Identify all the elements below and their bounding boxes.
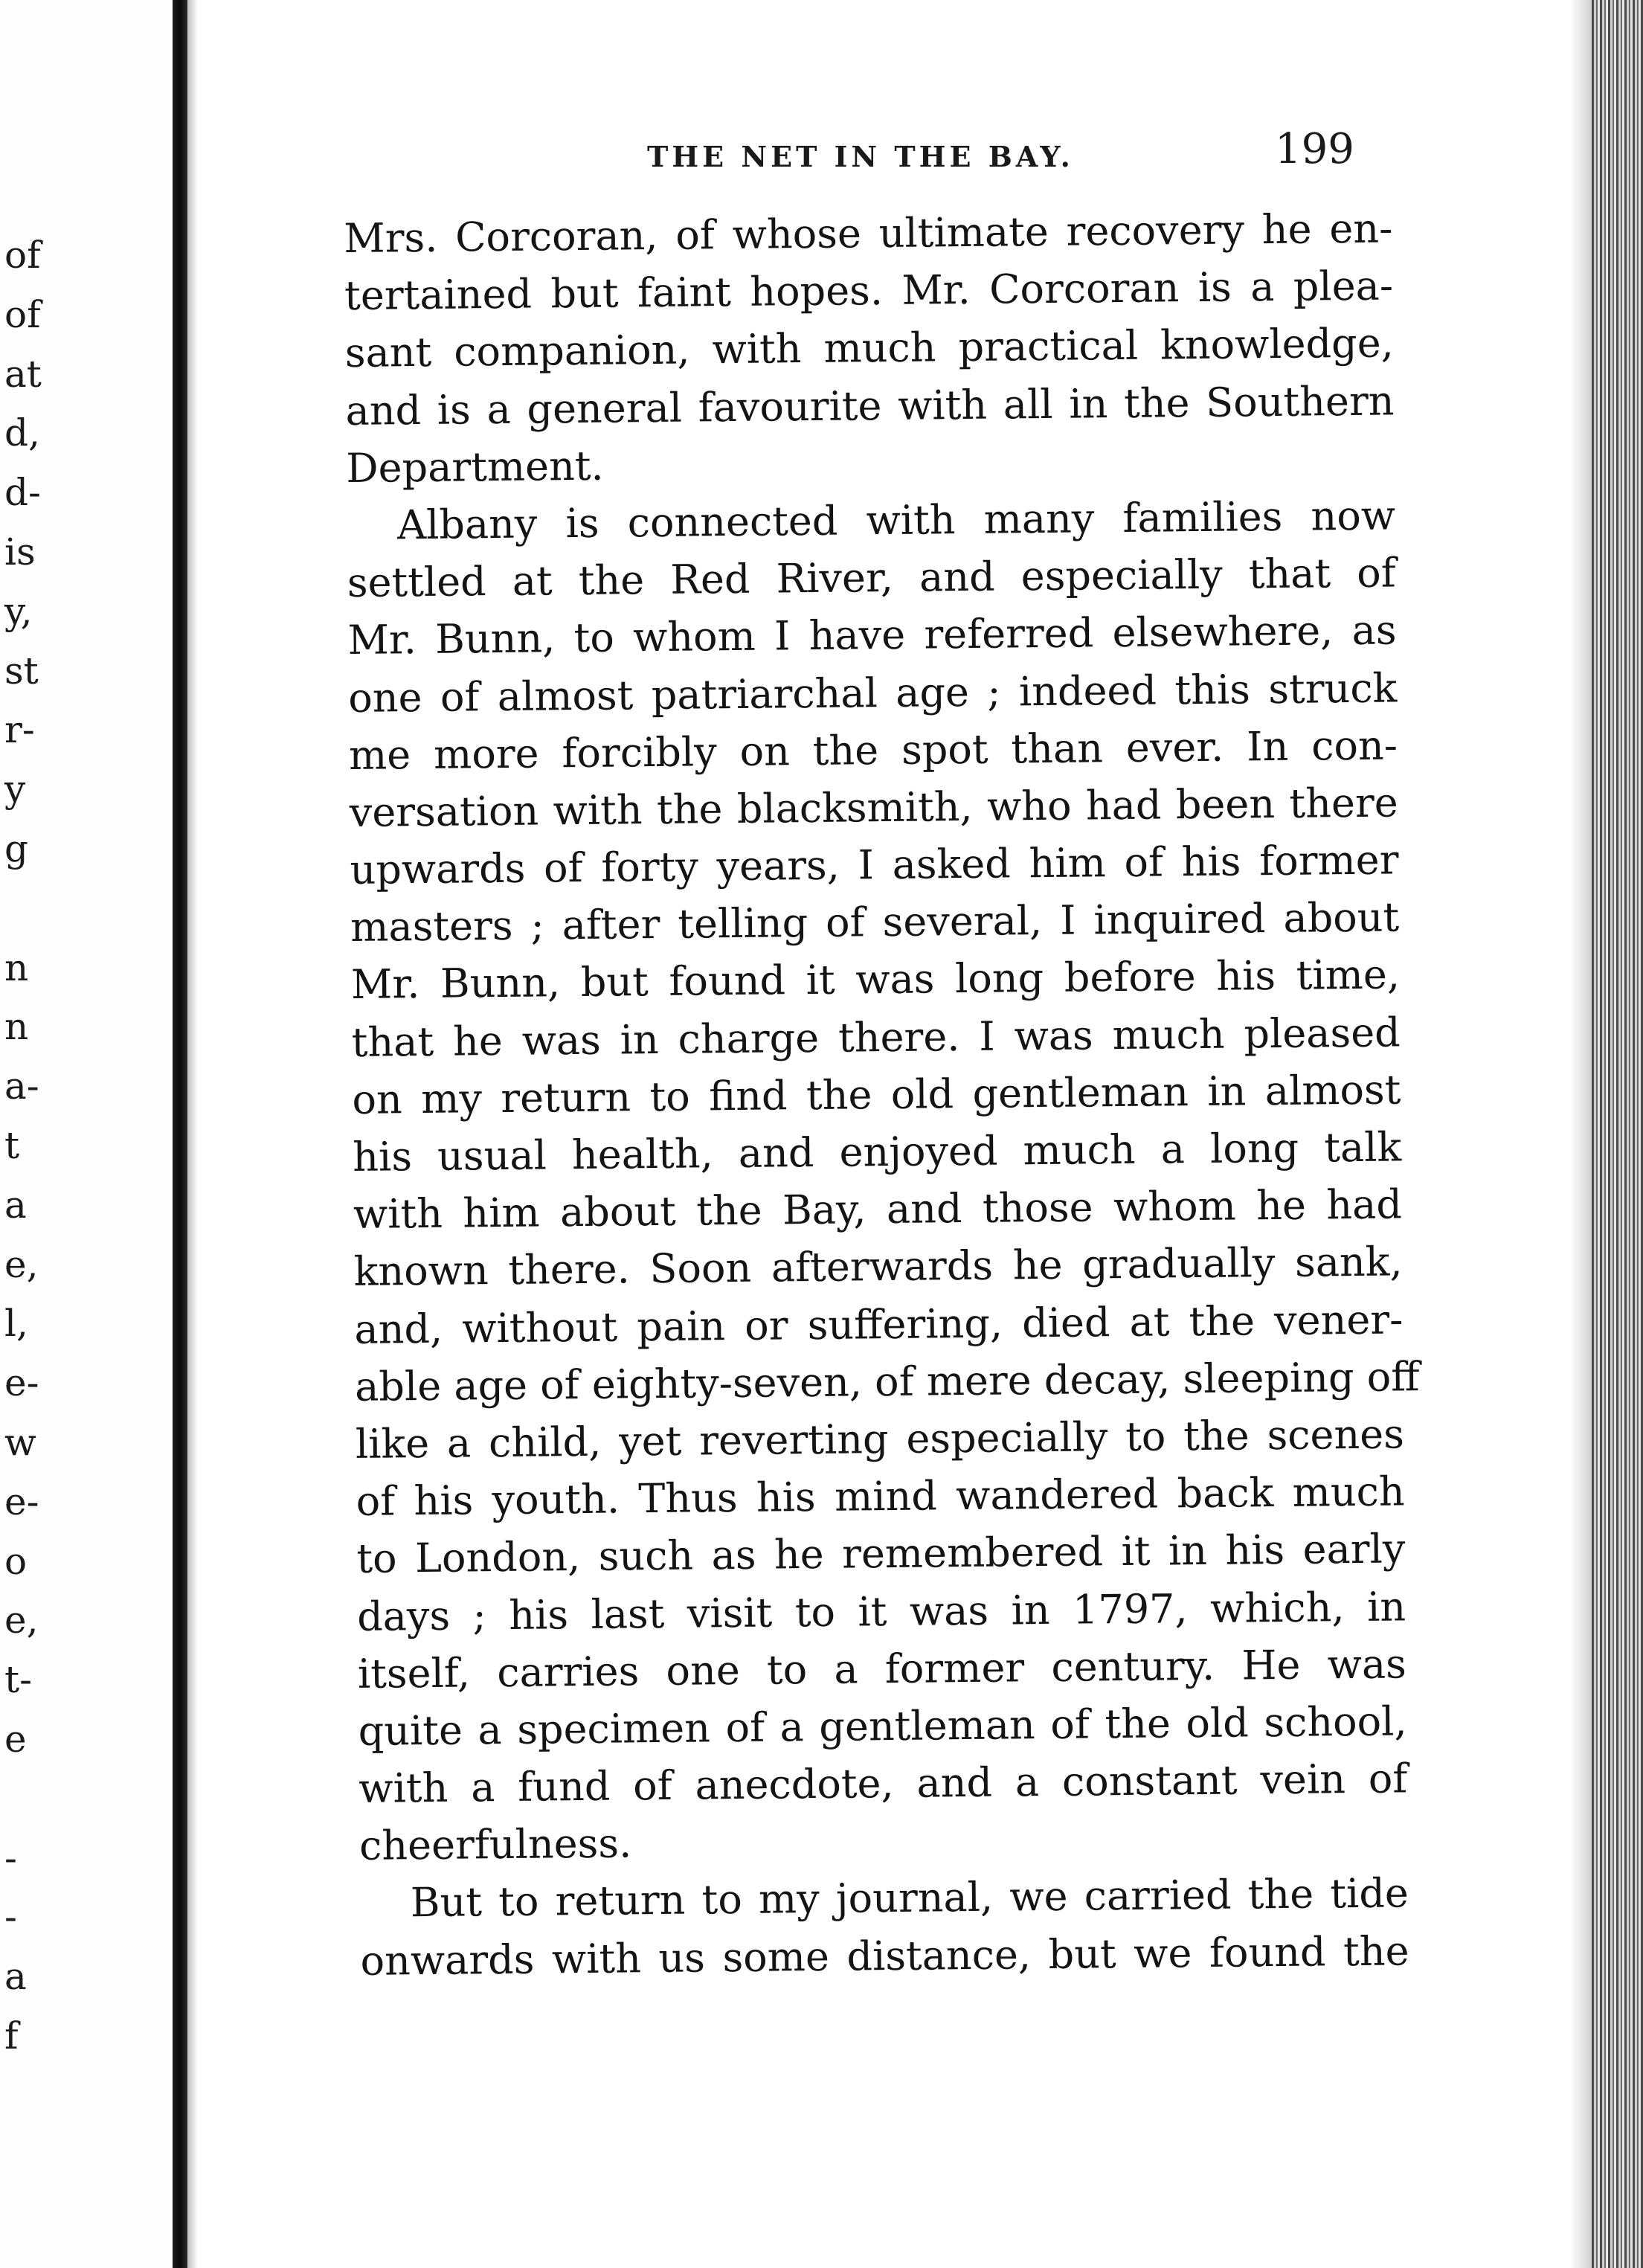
facing-page-fragment: e — [4, 1718, 27, 1761]
facing-page-fragment: l, — [4, 1302, 28, 1345]
facing-page-fragment: y — [4, 768, 26, 811]
text-line: upwards of forty years, I asked him of his former — [350, 836, 1399, 894]
text-line: cheerfulness. — [358, 1819, 632, 1870]
facing-page-fragment: g — [4, 827, 29, 870]
text-line: that he was in charge there. I was much pleased — [351, 1009, 1401, 1066]
book-page-stack-edge — [1592, 0, 1643, 2268]
text-line: to London, such as he remembered it in his early — [356, 1525, 1406, 1583]
text-line: Mr. Bunn, but found it was long before his time, — [350, 951, 1401, 1009]
facing-page-fragment: at — [4, 353, 42, 396]
facing-page-fragment: r- — [4, 708, 35, 751]
facing-page-edge — [0, 0, 173, 2268]
text-line: days ; his last visit to it was in 1797, which, in — [356, 1582, 1406, 1640]
body-text — [344, 199, 1420, 1989]
text-line: and is a general favourite with all in the Southern — [345, 377, 1395, 434]
text-line: me more forcibly on the spot than ever. In con- — [348, 722, 1398, 779]
facing-page-fragment: - — [4, 1837, 17, 1880]
text-line: Mr. Bunn, to whom I have referred elsewhere, as — [347, 606, 1397, 664]
page-edge-shadow — [1569, 0, 1592, 2268]
facing-page-fragment: a — [4, 1955, 27, 1998]
text-line: masters ; after telling of several, I inquired about — [350, 893, 1400, 951]
facing-page-fragment: a- — [4, 1064, 39, 1108]
facing-page-fragment: n — [4, 946, 29, 989]
facing-page-fragment: e, — [4, 1243, 39, 1286]
text-line: quite a specimen of a gentleman of the old school, — [358, 1697, 1407, 1755]
text-line: versation with the blacksmith, who had been there — [349, 779, 1399, 836]
facing-page-fragment: is — [4, 530, 36, 574]
text-line: with him about the Bay, and those whom he had — [353, 1180, 1403, 1239]
text-line: with a fund of anecdote, and a constant vein of — [358, 1755, 1408, 1812]
facing-page-fragment: t — [4, 1124, 20, 1167]
text-line: Department. — [346, 442, 604, 492]
text-line: his usual health, and enjoyed much a long talk — [352, 1123, 1402, 1180]
text-line: But to return to my journal, we carried the tide — [410, 1869, 1409, 1927]
facing-page-fragment: o — [4, 1540, 28, 1583]
facing-page-fragment: d, — [4, 411, 40, 454]
text-line: Mrs. Corcoran, of whose ultimate recovery he en- — [344, 205, 1393, 262]
facing-page-fragment: t- — [4, 1658, 32, 1701]
facing-page-fragment: w — [4, 1421, 36, 1464]
text-line: itself, carries one to a former century. He was — [357, 1640, 1407, 1697]
facing-page-fragment: of — [4, 293, 41, 336]
facing-page-fragment: st — [4, 649, 39, 693]
text-line: known there. Soon afterwards he gradually sank, — [353, 1238, 1403, 1296]
text-line: one of almost patriarchal age ; indeed this struck — [347, 664, 1398, 722]
facing-page-fragment: n — [4, 1005, 29, 1048]
facing-page-fragment: d- — [4, 471, 41, 514]
facing-page-fragment: of — [4, 234, 41, 277]
facing-page-fragment: a — [4, 1183, 27, 1227]
facing-page-fragment: e, — [4, 1599, 39, 1642]
page-number: 199 — [1275, 125, 1354, 173]
text-line: able age of eighty-seven, of mere decay, sleeping off — [354, 1352, 1420, 1410]
gutter-shadow — [187, 0, 198, 2268]
facing-page-fragment: f — [4, 2014, 19, 2057]
facing-page-fragment: y, — [4, 590, 33, 633]
page-header — [0, 125, 1643, 177]
text-line: Albany is connected with many families now — [396, 492, 1396, 549]
text-line: onwards with us some distance, but we found the — [360, 1927, 1409, 1985]
text-line: of his youth. Thus his mind wandered back much — [356, 1468, 1405, 1526]
facing-page-fragment: e- — [4, 1480, 39, 1523]
text-line: settled at the Red River, and especially that of — [347, 549, 1397, 607]
book-gutter — [173, 0, 187, 2268]
facing-page-fragment: - — [4, 1895, 17, 1938]
text-line: tertained but faint hopes. Mr. Corcoran is a plea- — [344, 262, 1394, 320]
running-head: THE NET IN THE BAY. — [647, 140, 1074, 173]
facing-page-fragment: e- — [4, 1361, 39, 1404]
text-line: on my return to find the old gentleman in almost — [352, 1066, 1401, 1123]
text-line: sant companion, with much practical knowledge, — [344, 319, 1395, 377]
text-line: and, without pain or suffering, died at the vener- — [354, 1295, 1404, 1353]
text-line: like a child, yet reverting especially to the scenes — [355, 1410, 1405, 1468]
